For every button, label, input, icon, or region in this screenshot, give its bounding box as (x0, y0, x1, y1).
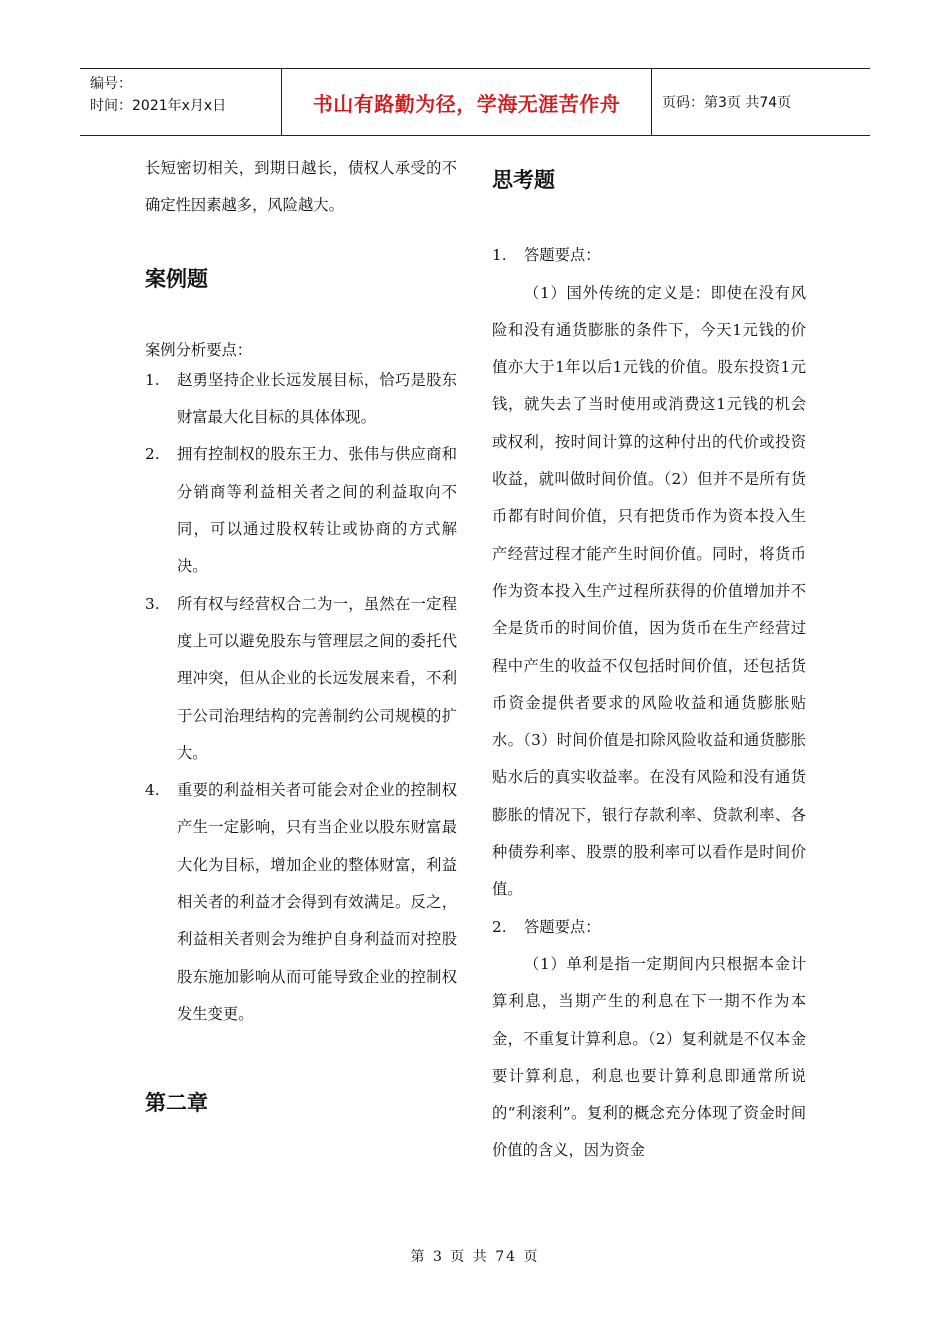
list-number: 1. (145, 370, 160, 389)
list-item (145, 362, 457, 437)
list-item (145, 436, 457, 585)
list-text: 重要的利益相关者可能会对企业的控制权产生一定影响，只有当企业以股东财富最大化为目标，增加企业的整体财富，利益相关者的利益才会得到有效满足。反之，利益相关者则会为维护自身利益而对控股股东施加影响从而可能导致企业的控制权发生变更。 (177, 781, 457, 1023)
list-text: 拥有控制权的股东王力、张伟与供应商和分销商等利益相关者之间的利益取向不同，可以通过股权转让或协商的方式解决。 (177, 445, 457, 576)
page-label: 页码：第3页 共74页 (662, 95, 792, 111)
case-list (145, 362, 457, 1033)
list-text: 所有权与经营权合二为一，虽然在一定程度上可以避免股东与管理层之间的委托代理冲突，但从企业的长远发展来看，不利于公司治理结构的完善制约公司规模的扩大。 (177, 594, 457, 762)
answer-item-label (492, 237, 806, 274)
header-meta (80, 69, 282, 135)
list-item (145, 772, 457, 1033)
time-label: 时间：2021年x月x日 (90, 98, 227, 114)
intro-paragraph: 长短密切相关，到期日越长，债权人承受的不确定性因素越多，风险越大。 (145, 159, 457, 215)
answer-body: （1）单利是指一定期间内只根据本金计算利息，当期产生的利息在下一期不作为本金，不重复计算利息。（2）复利就是不仅本金要计算利息，利息也要计算利息即通常所说的“利滚利”。复利的概念充分体现了资金时间价值的含义，因为资金 (492, 954, 806, 1160)
chapter-heading: 第二章 (145, 1091, 208, 1116)
case-heading: 案例题 (145, 266, 208, 291)
right-column (492, 150, 806, 1170)
answer-body: （1）国外传统的定义是：即使在没有风险和没有通货膨胀的条件下，今天1元钱的价值亦大于1年以后1元钱的价值。股东投资1元钱，就失去了当时使用或消费这1元钱的机会或权利，按时间计算的这种付出的代价或投资收益，就叫做时间价值。（2）但并不是所有货币都有时间价值，只有把货币作为资本投入生产经营过程才能产生时间价值。同时，将货币作为资本投入生产过程所获得的价值增加并不全是货币的时间价值，因为货币在生产经营过程中产生的收益不仅包括时间价值，还包括货币资金提供者要求的风险收益和通货膨胀贴水。（3）时间价值是扣除风险收益和通货膨胀贴水后的真实收益率。在没有风险和没有通货膨胀的情况下，银行存款利率、贷款利率、各种债券利率、股票的股利率可以看作是时间价值。 (492, 283, 806, 899)
list-number: 3. (145, 594, 160, 613)
answer-label: 答题要点： (524, 917, 601, 936)
list-text: 赵勇坚持企业长远发展目标，恰巧是股东财富最大化目标的具体体现。 (177, 370, 457, 427)
page-footer: 第 3 页 共 74 页 (410, 1249, 540, 1265)
left-column (145, 150, 457, 1123)
list-number: 2. (492, 917, 507, 936)
case-subheading: 案例分析要点： (145, 340, 253, 359)
list-item (145, 586, 457, 772)
answer-label: 答题要点： (524, 246, 601, 265)
motto: 书山有路勤为径，学海无涯苦作舟 (312, 91, 621, 116)
answer-item-label (492, 909, 806, 946)
page-header (80, 68, 870, 136)
header-page-cell (652, 69, 870, 135)
list-number: 4. (145, 781, 160, 800)
header-motto-cell (282, 69, 652, 135)
list-number: 2. (145, 445, 160, 464)
code-label: 编号： (90, 76, 132, 92)
list-number: 1. (492, 246, 507, 265)
questions-heading: 思考题 (492, 168, 555, 192)
